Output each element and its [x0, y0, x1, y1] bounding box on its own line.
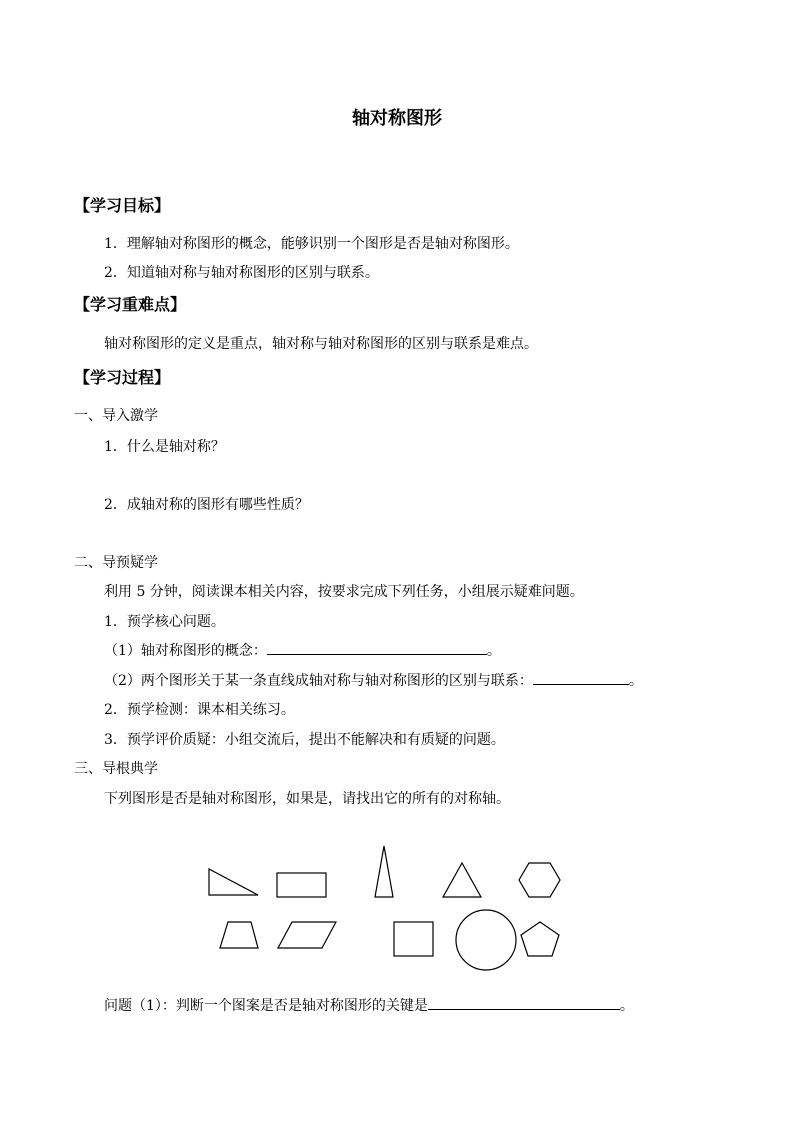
part1-question-1: 1．什么是轴对称？: [104, 439, 225, 455]
question-suffix: 。: [619, 998, 634, 1014]
question-prefix: 问题（1）：判断一个图案是否是轴对称图形的关键是: [104, 998, 428, 1014]
part3-intro: 下列图形是否是轴对称图形，如果是，请找出它的所有的对称轴。: [104, 791, 510, 807]
process-heading: 【学习过程】: [74, 368, 171, 387]
part1-question-2: 2．成轴对称的图形有哪些性质？: [104, 497, 309, 513]
narrow-isosceles-triangle-shape: [375, 846, 393, 897]
goals-item-2: 2．知道轴对称与轴对称图形的区别与联系。: [104, 265, 379, 281]
part3-question: [104, 995, 634, 1015]
part2-item-2: 2．预学检测：课本相关练习。: [104, 702, 295, 718]
sub2-prefix: （2）两个图形关于某一条直线成轴对称与轴对称图形的区别与联系：: [104, 673, 533, 689]
right-triangle-shape: [209, 869, 258, 895]
page-title: 轴对称图形: [352, 108, 442, 129]
part3-heading: 三、导根典学: [74, 761, 158, 777]
rectangle-shape: [277, 873, 326, 897]
isosceles-trapezoid-shape: [220, 922, 258, 948]
circle-shape: [456, 910, 516, 970]
key-points-heading: 【学习重难点】: [74, 295, 187, 314]
square-shape: [394, 922, 433, 956]
part2-heading: 二、导预疑学: [74, 555, 158, 571]
regular-pentagon-shape: [521, 922, 559, 956]
answer-blank-key[interactable]: [428, 995, 620, 1010]
sub1-prefix: （1）轴对称图形的概念：: [104, 643, 267, 659]
part2-intro: 利用 5 分钟，阅读课本相关内容，按要求完成下列任务，小组展示疑难问题。: [104, 584, 584, 600]
part2-item-1: 1．预学核心问题。: [104, 614, 225, 630]
key-points-text: 轴对称图形的定义是重点，轴对称与轴对称图形的区别与联系是难点。: [104, 336, 538, 352]
parallelogram-shape: [278, 922, 336, 948]
sub2-suffix: 。: [628, 673, 643, 689]
goals-item-1: 1．理解轴对称图形的概念，能够识别一个图形是否是轴对称图形。: [104, 236, 519, 252]
goals-heading: 【学习目标】: [74, 196, 171, 215]
equilateral-triangle-shape: [443, 863, 481, 897]
part2-item-3: 3．预学评价质疑：小组交流后，提出不能解决和有质疑的问题。: [104, 732, 505, 748]
part1-heading: 一、导入激学: [74, 408, 158, 424]
regular-hexagon-shape: [519, 863, 560, 897]
sub1-suffix: 。: [486, 643, 501, 659]
